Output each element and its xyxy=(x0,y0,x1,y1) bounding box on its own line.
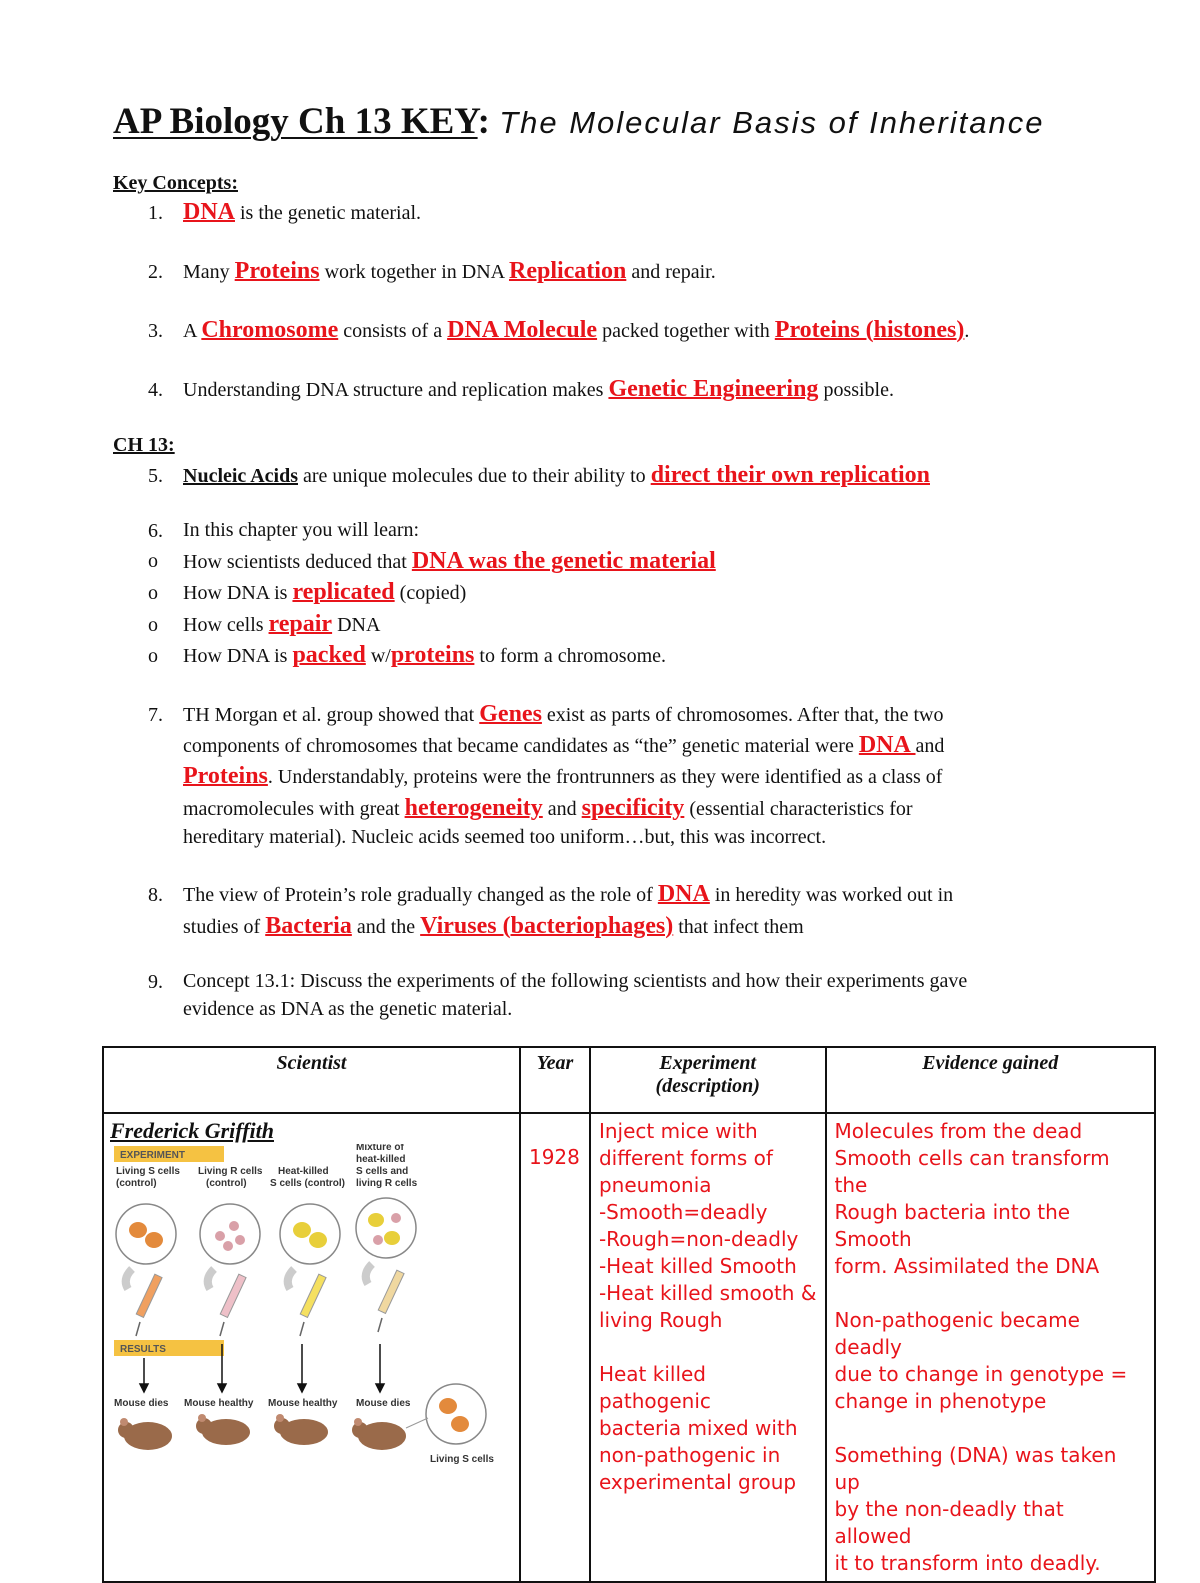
item-text: work together in DNA xyxy=(319,261,509,283)
title-main: AP Biology Ch 13 KEY xyxy=(113,101,478,142)
item-text: to form a chromosome. xyxy=(474,645,667,667)
col4-label-line-2: heat-killed xyxy=(356,1154,406,1165)
item-text: exist as parts of chromosomes. After that, the two xyxy=(541,704,944,726)
mouse-icon xyxy=(196,1414,250,1445)
item-text: macromolecules with great xyxy=(183,798,405,820)
item-number: 5. xyxy=(148,465,163,487)
syringe-icon xyxy=(208,1269,246,1336)
item-number: 2. xyxy=(148,261,163,283)
experiment-label: EXPERIMENT xyxy=(120,1150,186,1161)
item-7-line-5: hereditary material). Nucleic acids seemed too uniform…but, this was incorrect. xyxy=(183,826,827,848)
item-2 xyxy=(183,259,716,284)
cell-experiment xyxy=(590,1113,826,1582)
experiments-table xyxy=(102,1046,1156,1583)
evidence-line: it to transform into deadly. xyxy=(834,1551,1101,1575)
evidence-description xyxy=(835,1118,1147,1577)
mouse-icon xyxy=(274,1414,328,1445)
evidence-line: Rough bacteria into the Smooth xyxy=(834,1200,1071,1251)
petri-dish-mixture xyxy=(356,1198,416,1258)
evidence-line: due to change in genotype = xyxy=(834,1362,1128,1386)
item-text: Many xyxy=(183,261,235,283)
evidence-line: Molecules from the dead xyxy=(834,1119,1083,1143)
item-text: Understanding DNA structure and replication makes xyxy=(183,379,609,401)
col2-label-line-2: (control) xyxy=(206,1178,247,1189)
item-8-line-2 xyxy=(183,914,804,939)
syringe-icon xyxy=(126,1269,162,1336)
col2-label-line-1: Living R cells xyxy=(198,1166,263,1177)
evidence-line: by the non-deadly that allowed xyxy=(834,1497,1064,1548)
ch-heading: CH 13: xyxy=(113,434,175,456)
petri-dish-smooth xyxy=(116,1204,176,1264)
experiment-line: Heat killed pathogenic xyxy=(598,1362,711,1413)
answer: Bacteria xyxy=(265,913,352,939)
answer: repair xyxy=(268,611,333,637)
item-7-line-4 xyxy=(183,796,913,821)
item-text: is the genetic material. xyxy=(235,202,422,224)
table-row xyxy=(103,1113,1155,1582)
item-3 xyxy=(183,318,969,343)
item-text: studies of xyxy=(183,916,266,938)
bullet: o xyxy=(148,582,158,604)
item-9-line-1: Concept 13.1: Discuss the experiments of the following scientists and how their experiments gave xyxy=(183,970,968,992)
item-text: are unique molecules due to their ability to xyxy=(298,465,651,487)
experiment-line: pneumonia xyxy=(598,1173,712,1197)
header-evidence: Evidence gained xyxy=(826,1047,1156,1113)
col4-label-line-1: Mixture of xyxy=(356,1144,404,1153)
item-number: 8. xyxy=(148,884,163,906)
mouse-icon xyxy=(118,1418,172,1450)
experiment-line: -Rough=non-deadly xyxy=(598,1227,799,1251)
answer: direct their own replication xyxy=(650,462,930,488)
experiment-line: -Heat killed Smooth xyxy=(598,1254,797,1278)
bullet-2 xyxy=(183,580,466,605)
bullet-1 xyxy=(183,549,716,574)
answer: specificity xyxy=(581,795,685,821)
col1-label-line-1: Living S cells xyxy=(116,1166,180,1177)
item-text: and xyxy=(915,735,945,757)
bullet: o xyxy=(148,550,158,572)
item-number: 4. xyxy=(148,379,163,401)
experiment-line: Inject mice with xyxy=(598,1119,758,1143)
scientist-name: Frederick Griffith xyxy=(110,1118,274,1143)
item-text: and the xyxy=(351,916,421,938)
item-text: that infect them xyxy=(673,916,804,938)
header-year: Year xyxy=(520,1047,590,1113)
item-text: The view of Protein’s role gradually changed as the role of xyxy=(183,884,658,906)
col4-label-line-3: S cells and xyxy=(356,1166,409,1177)
outcome-3: Mouse healthy xyxy=(268,1398,338,1409)
item-text: consists of a xyxy=(338,320,448,342)
item-text: TH Morgan et al. group showed that xyxy=(183,704,480,726)
petri-dish-heat-killed xyxy=(280,1204,340,1264)
header-experiment-line-2: (description) xyxy=(655,1075,760,1097)
table-header-row xyxy=(103,1047,1155,1113)
answer: packed xyxy=(292,642,366,668)
item-number: 9. xyxy=(148,971,163,993)
cell-year xyxy=(520,1113,590,1582)
nucleic-acids-term: Nucleic Acids xyxy=(183,465,298,487)
item-7-line-2 xyxy=(183,733,944,758)
item-7-line-3 xyxy=(183,764,942,789)
evidence-line: change in phenotype xyxy=(834,1389,1047,1413)
results-label: RESULTS xyxy=(120,1344,166,1355)
answer: Genetic Engineering xyxy=(608,376,819,402)
item-9-line-2: evidence as DNA as the genetic material. xyxy=(183,998,513,1020)
outcome-4: Mouse dies xyxy=(356,1398,411,1409)
mouse-icon xyxy=(352,1418,406,1450)
answer: Viruses (bacteriophages) xyxy=(420,913,674,939)
experiment-line: experimental group xyxy=(598,1470,797,1494)
item-8-line-1 xyxy=(183,882,953,907)
cell-scientist xyxy=(103,1113,520,1582)
item-text: (copied) xyxy=(394,582,467,604)
year-value: 1928 xyxy=(528,1145,580,1169)
item-text: in heredity was worked out in xyxy=(709,884,954,906)
outcome-2: Mouse healthy xyxy=(184,1398,254,1409)
experiment-line: bacteria mixed with xyxy=(598,1416,798,1440)
col4-label-line-4: living R cells xyxy=(356,1178,418,1189)
col1-label-line-2: (control) xyxy=(116,1178,157,1189)
item-text: . Understandably, proteins were the frontrunners as they were identified as a class of xyxy=(267,766,943,788)
title-subtitle: The Molecular Basis of Inheritance xyxy=(499,105,1045,140)
item-text: and repair. xyxy=(626,261,716,283)
item-number: 6. xyxy=(148,520,163,542)
answer: DNA Molecule xyxy=(447,317,598,343)
item-text: possible. xyxy=(818,379,894,401)
item-text: . xyxy=(964,320,970,342)
answer: Proteins xyxy=(234,258,320,284)
petri-dish-rough xyxy=(200,1204,260,1264)
bullet: o xyxy=(148,614,158,636)
syringe-icon xyxy=(366,1264,404,1332)
header-scientist: Scientist xyxy=(103,1047,520,1113)
item-text: How scientists deduced that xyxy=(183,551,412,573)
item-text: w/ xyxy=(365,645,391,667)
item-text: and xyxy=(542,798,582,820)
col3-label-line-1: Heat-killed xyxy=(278,1166,329,1177)
document-title xyxy=(113,100,1044,143)
experiment-description xyxy=(599,1118,817,1496)
living-s-cells-inset xyxy=(406,1384,486,1444)
item-text: How DNA is xyxy=(183,582,293,604)
answer: heterogeneity xyxy=(404,795,543,821)
bullet-3 xyxy=(183,612,380,637)
item-text: (essential characteristics for xyxy=(684,798,913,820)
title-colon: : xyxy=(477,101,490,142)
item-text: How DNA is xyxy=(183,645,293,667)
header-experiment xyxy=(590,1047,826,1113)
answer: proteins xyxy=(390,642,475,668)
item-1 xyxy=(183,200,421,225)
item-4 xyxy=(183,377,894,402)
item-text: How cells xyxy=(183,614,269,636)
item-text: packed together with xyxy=(597,320,775,342)
evidence-line: Non-pathogenic became deadly xyxy=(834,1308,1080,1359)
item-number: 1. xyxy=(148,202,163,224)
answer: DNA was the genetic material xyxy=(411,548,716,574)
item-text: A xyxy=(183,320,202,342)
answer: Chromosome xyxy=(201,317,339,343)
item-number: 3. xyxy=(148,320,163,342)
answer: Genes xyxy=(479,701,542,727)
item-number: 7. xyxy=(148,704,163,726)
evidence-line: Something (DNA) was taken up xyxy=(834,1443,1117,1494)
experiment-line: -Heat killed smooth & xyxy=(598,1281,817,1305)
answer: DNA xyxy=(657,881,710,907)
experiment-line: different forms of xyxy=(598,1146,773,1170)
answer: Replication xyxy=(508,258,627,284)
bullet-4 xyxy=(183,643,666,668)
key-concepts-heading: Key Concepts: xyxy=(113,172,238,194)
experiment-line: -Smooth=deadly xyxy=(598,1200,768,1224)
col3-label-line-2: S cells (control) xyxy=(270,1178,346,1189)
answer: replicated xyxy=(292,579,395,605)
answer: Proteins (histones) xyxy=(774,317,965,343)
evidence-line: Smooth cells can transform the xyxy=(834,1146,1110,1197)
experiment-line: living Rough xyxy=(598,1308,723,1332)
item-text: DNA xyxy=(332,614,381,636)
griffith-experiment-figure xyxy=(110,1144,510,1469)
syringe-icon xyxy=(288,1269,326,1336)
header-experiment-line-1: Experiment xyxy=(659,1052,757,1074)
cell-evidence xyxy=(826,1113,1156,1582)
item-text: components of chromosomes that became candidates as “the” genetic material were xyxy=(183,735,859,757)
item-5 xyxy=(183,463,930,488)
living-s-cells-label: Living S cells xyxy=(430,1454,494,1465)
item-6: In this chapter you will learn: xyxy=(183,519,420,541)
outcome-1: Mouse dies xyxy=(114,1398,169,1409)
experiment-line: non-pathogenic in xyxy=(598,1443,781,1467)
answer: DNA xyxy=(183,199,235,225)
bullet: o xyxy=(148,645,158,667)
evidence-line: form. Assimilated the DNA xyxy=(834,1254,1100,1278)
item-7-line-1 xyxy=(183,702,944,727)
answer: Proteins xyxy=(183,763,268,789)
answer: DNA xyxy=(858,732,916,758)
